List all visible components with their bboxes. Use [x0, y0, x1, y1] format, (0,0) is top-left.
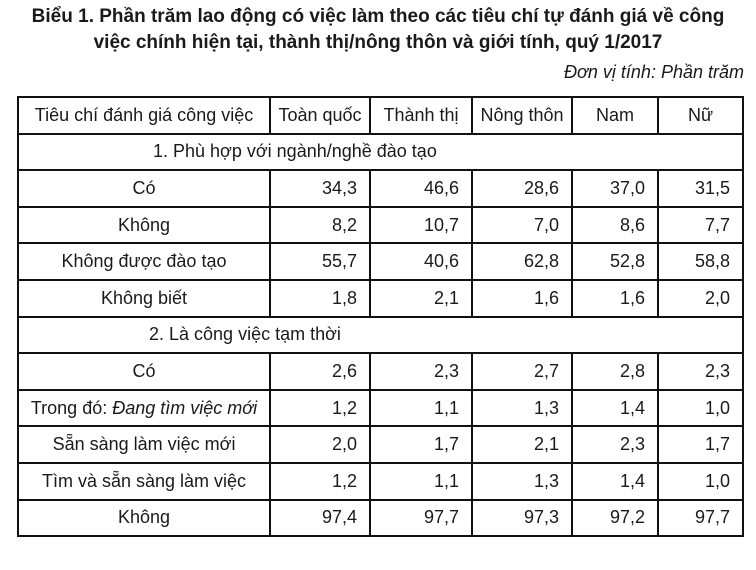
header-nationwide: Toàn quốc: [270, 97, 370, 134]
table-row: [18, 463, 743, 500]
table-row: [18, 390, 743, 427]
row-label: [18, 390, 270, 427]
row-label: Không: [18, 500, 270, 537]
header-urban: Thành thị: [370, 97, 472, 134]
cell-value: 1,6: [472, 280, 572, 317]
cell-value: 7,7: [658, 207, 743, 244]
row-label: Sẵn sàng làm việc mới: [18, 426, 270, 463]
cell-value: 97,7: [370, 500, 472, 537]
header-criteria: Tiêu chí đánh giá công việc: [18, 97, 270, 134]
unit-note: Đơn vị tính: Phần trăm: [564, 62, 744, 82]
cell-value: 2,1: [370, 280, 472, 317]
cell-value: 62,8: [472, 243, 572, 280]
title-line-1: Biểu 1. Phần trăm lao động có việc làm theo các tiêu chí tự đánh giá về công: [31, 6, 725, 27]
row-label: Có: [18, 170, 270, 207]
row-label: Không biết: [18, 280, 270, 317]
cell-value: 1,6: [572, 280, 658, 317]
cell-value: 1,4: [572, 463, 658, 500]
header-female: Nữ: [658, 97, 743, 134]
cell-value: 1,0: [658, 463, 743, 500]
cell-value: 1,7: [658, 426, 743, 463]
cell-value: 1,1: [370, 390, 472, 427]
cell-value: 2,0: [658, 280, 743, 317]
header-male: Nam: [572, 97, 658, 134]
cell-value: 8,2: [270, 207, 370, 244]
row-label: Không được đào tạo: [18, 243, 270, 280]
header-rural: Nông thôn: [472, 97, 572, 134]
cell-value: 2,6: [270, 353, 370, 390]
section-1-title: 1. Phù hợp với ngành/nghề đào tạo: [18, 134, 743, 171]
cell-value: 2,7: [472, 353, 572, 390]
cell-value: 28,6: [472, 170, 572, 207]
table-row: [18, 500, 743, 537]
cell-value: 52,8: [572, 243, 658, 280]
cell-value: 2,3: [658, 353, 743, 390]
cell-value: 1,3: [472, 390, 572, 427]
cell-value: 97,2: [572, 500, 658, 537]
document-title: [0, 4, 756, 56]
cell-value: 46,6: [370, 170, 472, 207]
row-label-italic: Đang tìm việc mới: [112, 397, 258, 418]
row-label: Có: [18, 353, 270, 390]
cell-value: 7,0: [472, 207, 572, 244]
cell-value: 2,1: [472, 426, 572, 463]
table-row: [18, 280, 743, 317]
cell-value: 1,2: [270, 463, 370, 500]
row-label: Không: [18, 207, 270, 244]
section-2-title: 2. Là công việc tạm thời: [18, 317, 743, 354]
cell-value: 34,3: [270, 170, 370, 207]
cell-value: 1,2: [270, 390, 370, 427]
table-row: [18, 243, 743, 280]
cell-value: 97,7: [658, 500, 743, 537]
title-line-2: việc chính hiện tại, thành thị/nông thôn và giới tính, quý 1/2017: [93, 32, 663, 53]
cell-value: 97,3: [472, 500, 572, 537]
data-table: [17, 96, 744, 537]
cell-value: 97,4: [270, 500, 370, 537]
table-row: [18, 353, 743, 390]
cell-value: 58,8: [658, 243, 743, 280]
table-header-row: [18, 97, 743, 134]
cell-value: 1,4: [572, 390, 658, 427]
cell-value: 1,3: [472, 463, 572, 500]
row-label-prefix: Trong đó:: [30, 397, 113, 418]
row-label: Tìm và sẵn sàng làm việc: [18, 463, 270, 500]
cell-value: 1,0: [658, 390, 743, 427]
cell-value: 2,0: [270, 426, 370, 463]
section-row: [18, 134, 743, 171]
cell-value: 10,7: [370, 207, 472, 244]
section-row: [18, 317, 743, 354]
cell-value: 1,1: [370, 463, 472, 500]
table-row: [18, 170, 743, 207]
cell-value: 1,8: [270, 280, 370, 317]
cell-value: 1,7: [370, 426, 472, 463]
cell-value: 2,3: [370, 353, 472, 390]
cell-value: 31,5: [658, 170, 743, 207]
cell-value: 37,0: [572, 170, 658, 207]
table-row: [18, 207, 743, 244]
cell-value: 55,7: [270, 243, 370, 280]
cell-value: 40,6: [370, 243, 472, 280]
cell-value: 8,6: [572, 207, 658, 244]
cell-value: 2,3: [572, 426, 658, 463]
table-row: [18, 426, 743, 463]
cell-value: 2,8: [572, 353, 658, 390]
